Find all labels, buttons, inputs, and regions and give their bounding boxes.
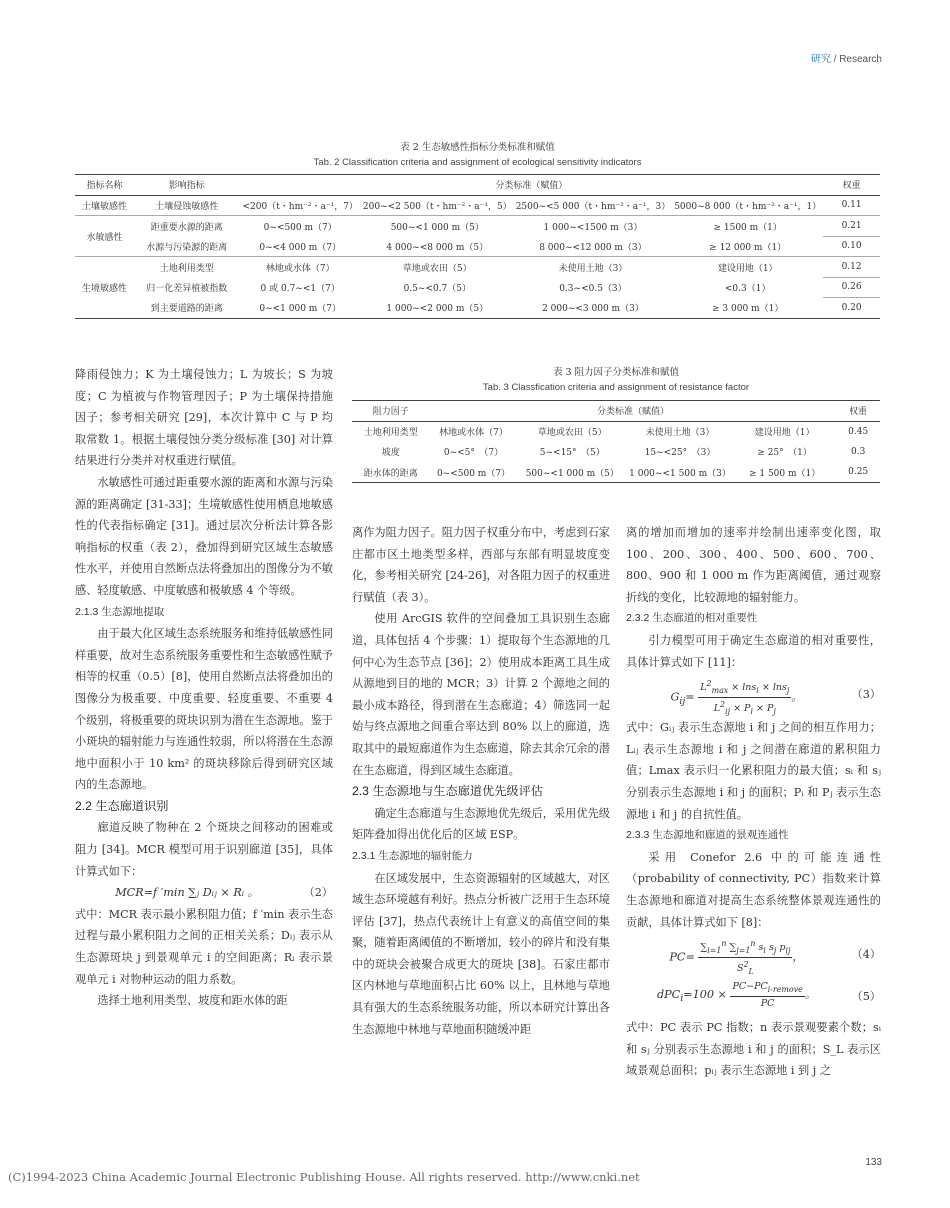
table-row — [352, 442, 880, 463]
paragraph: 在区域发展中，生态资源辐射的区域越大，对区域生态环境越有利好。热点分析被广泛用于生态环境评估 [37]，热点代表统计上有意义的高值空间的集聚，随着距离阈值的不断增加，较小的碎片和没有集中的斑块会被聚合成更大的斑块 [38]。石家庄都市区内林地与草地面积占比 60% 以上，且林地与草地具有强大的生态系统服务功能，所以本研究计算出各生态源地中林地与草地面积随缓冲距 — [352, 871, 610, 1036]
table-cell: 土地利用类型 — [134, 257, 240, 278]
table-cell: 到主要道路的距离 — [134, 298, 240, 319]
table-cell: 15~<25° （3） — [644, 448, 716, 459]
paragraph: 采用 Conefor 2.6 中的可能连通性（probability of connectivity, PC）指数来计算生态源地和廊道对提高生态系统整体景观连通性的贡献，具体计算式如下 [8]： — [626, 850, 881, 929]
table-cell: 未使用土地（3） — [645, 428, 715, 438]
equation-3: $G_{ij}=$ $\frac{L^2_{max} \times \ln s_i \times \ln s_j}{L^2_{ij} \times P_i \times P_j}$ 。 （3） — [670, 679, 881, 717]
table-cell: 5000~8 000（t・hm⁻²・a⁻¹，1） — [674, 201, 822, 212]
table3-header-row — [352, 401, 880, 422]
table2-header-row — [75, 175, 880, 196]
section-heading: 2.2 生态廊道识别 — [75, 798, 169, 813]
paragraph: 确定生态廊道与生态源地优先级后，采用优先级矩阵叠加得出优化后的区域 ESP。 — [352, 806, 610, 842]
table-cell: 权重 — [823, 175, 880, 196]
table-row — [75, 277, 880, 298]
section-heading: 2.3 生态源地与生态廊道优先级评估 — [352, 784, 543, 799]
table-cell: 0~<500 m（7） — [430, 462, 518, 483]
table-cell: 权重 — [836, 401, 880, 422]
table-cell: 0~<5° （7） — [443, 448, 504, 459]
table-cell: 建设用地（1） — [672, 257, 823, 278]
table-cell: 指标名称 — [75, 175, 134, 196]
table-cell: 影响指标 — [134, 175, 240, 196]
table2-caption: 表 2 生态敏感性指标分类标准和赋值 Tab. 2 Classification criteria and assignment of ecological sensitivity indicators — [313, 142, 642, 168]
table-cell: 500~<1 000 m（5） — [361, 216, 514, 237]
table-row — [75, 236, 880, 257]
table-cell: 土壤敏感性 — [81, 201, 127, 212]
paragraph: 离作为阻力因子。阻力因子权重分布中，考虑到石家庄都市区土地类型多样，西部与东部有明显坡度变化，参考相关研究 [24-26]，对各阻力因子的权重进行赋值（表 3）。 — [352, 526, 610, 604]
table-cell: 0.3~<0.5（3） — [559, 283, 627, 294]
table-cell: 0.5~<0.7（5） — [403, 283, 471, 294]
table-cell: 5~<15° （5） — [539, 448, 605, 459]
table-cell: 200~<2 500（t・hm⁻²・a⁻¹，5） — [362, 201, 512, 212]
table-cell: 水源与污染源的距离 — [146, 242, 228, 253]
paragraph: 廊道反映了物种在 2 个斑块之间移动的困难或阻力 [34]。MCR 模型可用于识别廊道 [35]，具体计算式如下： — [75, 821, 333, 878]
paragraph: 选择土地利用类型、坡度和距水体的距 — [97, 994, 288, 1008]
table-cell: 坡度 — [381, 448, 400, 459]
paragraph: 降雨侵蚀力；K 为土壤侵蚀力；L 为坡长；S 为坡度；C 为植被与作物管理因子；P 为土壤保持措施因子；参考相关研究 [29]，本次计算中 C 与 P 均取常数 1。根据土壤侵蚀分类分级标准 [30] 对计算结果进行分类并对权重进行赋值。 — [75, 368, 333, 468]
table-cell: <200（t・hm⁻²・a⁻¹，7） — [242, 201, 358, 212]
table-cell: 未使用土地（3） — [514, 257, 673, 278]
table-cell: 0.10 — [823, 236, 880, 257]
paragraph: 引力模型可用于确定生态廊道的相对重要性，具体计算式如下 [11]： — [626, 633, 881, 669]
column-1 — [75, 364, 333, 1012]
table-cell: 距水体的距离 — [352, 462, 430, 483]
table-row — [352, 462, 880, 483]
table-cell: ≥ 1 500 m（1） — [733, 462, 836, 483]
table-cell: 0.21 — [823, 216, 880, 237]
table-cell: 0.45 — [848, 426, 869, 437]
table-cell: 归一化差异植被指数 — [146, 283, 228, 294]
table-cell: 1 000~<1 500 m（3） — [627, 462, 733, 483]
table-cell: 草地或农田（5） — [537, 428, 607, 438]
table-cell: 1 000~<2 000 m（5） — [361, 298, 514, 319]
table-cell: 距重要水源的距离 — [134, 216, 240, 237]
paragraph: 水敏感性可通过距重要水源的距离和水源与污染源的距离确定 [31-33]；生境敏感性使用栖息地敏感性的代表指标确定 [31]。通过层次分析法计算各影响指标的权重（表 2），叠加得到研究区域生态敏感性水平，并使用自然断点法将叠加出的图像分为不敏感、轻度敏感、中度敏感和极敏感 4 个等级。 — [75, 475, 333, 597]
table-cell: 0.26 — [823, 277, 880, 298]
table-cell: 分类标准（赋值） — [240, 175, 824, 196]
table-cell: 0.20 — [823, 298, 880, 319]
table-row — [75, 195, 880, 216]
table-cell: 林地或水体（7） — [240, 257, 361, 278]
copyright-footer: (C)1994-2023 China Academic Journal Electronic Publishing House. All rights reserved. http://www.cnki.net — [8, 1170, 640, 1184]
header-section: 研究 — [810, 54, 831, 65]
paragraph: 由于最大化区域生态系统服务和维持低敏感性同样重要，故对生态系统服务重要性和生态敏感性赋予相等的权重（0.5）[8]，使用自然断点法将叠加出的图像分为极重要、中度重要、轻度重要、不重要 4 个级别，将极重要的斑块识别为潜在生态源地。鉴于小斑块的辐射能力与连通性较弱，所以将潜在生态源地中面积小于 10 km² 的斑块移除后得到研究区域内的生态源地。 — [75, 627, 333, 792]
table3 — [352, 400, 880, 483]
table-row — [352, 421, 880, 442]
table-cell: 土地利用类型 — [363, 428, 418, 438]
table-cell: 分类标准（赋值） — [430, 401, 837, 422]
table-cell: 0.11 — [841, 200, 862, 211]
table-cell: 4 000~<8 000 m（5） — [386, 242, 489, 253]
table-cell: 土壤侵蚀敏感性 — [155, 201, 219, 212]
column-2 — [352, 522, 610, 1040]
table-row — [75, 298, 880, 319]
table-cell: 0.3 — [851, 446, 866, 457]
equation-2: MCR=f ′min ∑ⱼ Dᵢⱼ × Rᵢ 。 （2） — [115, 886, 333, 900]
section-heading: 2.3.2 生态廊道的相对重要性 — [626, 612, 758, 625]
table-cell: ≥ 1500 m（1） — [672, 216, 823, 237]
table-cell: 0~<500 m（7） — [240, 216, 361, 237]
equation-5: dPC$_i$=100 × $\frac{PC-PC_{i-remove}}{PC}$ 。 （5） — [656, 981, 881, 1009]
table-cell: 0~<4 000 m（7） — [259, 242, 342, 253]
paragraph: 离的增加而增加的速率并绘制出速率变化图，取 100、200、300、400、500、600、700、800、900 和 1 000 m 作为距离阈值，通过观察折线的变化，比较源地的辐射能力。 — [626, 526, 881, 604]
table-cell: 0.25 — [836, 462, 880, 483]
table-cell: ≥ 25° （1） — [757, 448, 812, 459]
paragraph: 式中：Gᵢⱼ 表示生态源地 i 和 j 之间的相互作用力；Lᵢⱼ 表示生态源地 i 和 j 之间潜在廊道的累积阻力值；Lmax 表示归一化累积阻力的最大值；sᵢ 和 sⱼ 分别表示生态源地 i 和 j 的面积；Pᵢ 和 Pⱼ 表示生态源地 i 和 j 的自抗性值。 — [626, 721, 881, 821]
table-cell: 0~<1 000 m（7） — [240, 298, 361, 319]
table-cell: 水敏感性 — [75, 216, 134, 257]
paragraph: 式中：PC 表示 PC 指数；n 表示景观要素个数；sᵢ 和 sⱼ 分别表示生态源地 i 和 j 的面积；S_L 表示区域景观总面积；pᵢⱼ 表示生态源地 i 到 j 之 — [626, 1021, 881, 1078]
table2 — [75, 174, 880, 319]
column-3 — [626, 522, 881, 1082]
table-cell: 林地或水体（7） — [439, 428, 508, 438]
table-cell: 建设用地（1） — [754, 428, 815, 438]
table-row — [75, 216, 880, 237]
section-heading: 2.1.3 生态源地提取 — [75, 605, 165, 618]
section-heading: 2.3.3 生态源地和廊道的景观连通性 — [626, 829, 789, 842]
table-cell: ≥ 3 000 m（1） — [672, 298, 823, 319]
table-cell: 草地或农田（5） — [361, 257, 514, 278]
table-cell: 生境敏感性 — [75, 257, 134, 319]
table-cell: 0 或 0.7~<1（7） — [260, 283, 340, 294]
table-cell: 1 000~<1500 m（3） — [514, 216, 673, 237]
paragraph: 使用 ArcGIS 软件的空间叠加工具识别生态廊道，具体包括 4 个步骤：1）提取每个生态源地的几何中心为生态节点 [36]；2）使用成本距离工具生成从源地到目的地的 MCR；3）计算 2 个源地之间的最小成本路径，得到潜在生态廊道；4）筛选同一起始与终点源地之间重合率达到 80% 以上的廊道，选取其中的最短廊道作为生态廊道，除去其余冗余的潜在生态廊道，得到区域生态廊道。 — [352, 612, 610, 777]
paragraph: 式中：MCR 表示最小累积阻力值；f ′min 表示生态过程与最小累积阻力之间的正相关关系；Dᵢⱼ 表示从生态源斑块 j 到景观单元 i 的空间距离；Rᵢ 表示景观单元 i 对物种运动的阻力系数。 — [75, 907, 333, 986]
table-cell: 0.12 — [823, 257, 880, 278]
equation-4: PC= $\frac{\sum_{i=1}^n \sum_{j=1}^n s_i s_j p_{ij}}{S^2_L}$ ， （4） — [669, 939, 881, 977]
table-cell: 2 000~<3 000 m（3） — [514, 298, 673, 319]
table-cell: <0.3（1） — [724, 283, 771, 294]
header-section-en: Research — [839, 54, 882, 65]
table-row — [75, 257, 880, 278]
table-cell: 8 000~<12 000 m（3） — [539, 242, 647, 253]
table3-caption: 表 3 阻力因子分类标准和赋值 Tab. 3 Classfication criteria and assignment of resistance factor — [482, 367, 750, 393]
running-header: 研究 / Research — [810, 54, 882, 65]
section-heading: 2.3.1 生态源地的辐射能力 — [352, 849, 473, 862]
page-number: 133 — [865, 1157, 882, 1168]
table-cell: ≥ 12 000 m（1） — [709, 242, 787, 253]
table-cell: 阻力因子 — [352, 401, 430, 422]
table-cell: 2500~<5 000（t・hm⁻²・a⁻¹，3） — [515, 201, 671, 212]
table-cell: 500~<1 000 m（5） — [517, 462, 627, 483]
